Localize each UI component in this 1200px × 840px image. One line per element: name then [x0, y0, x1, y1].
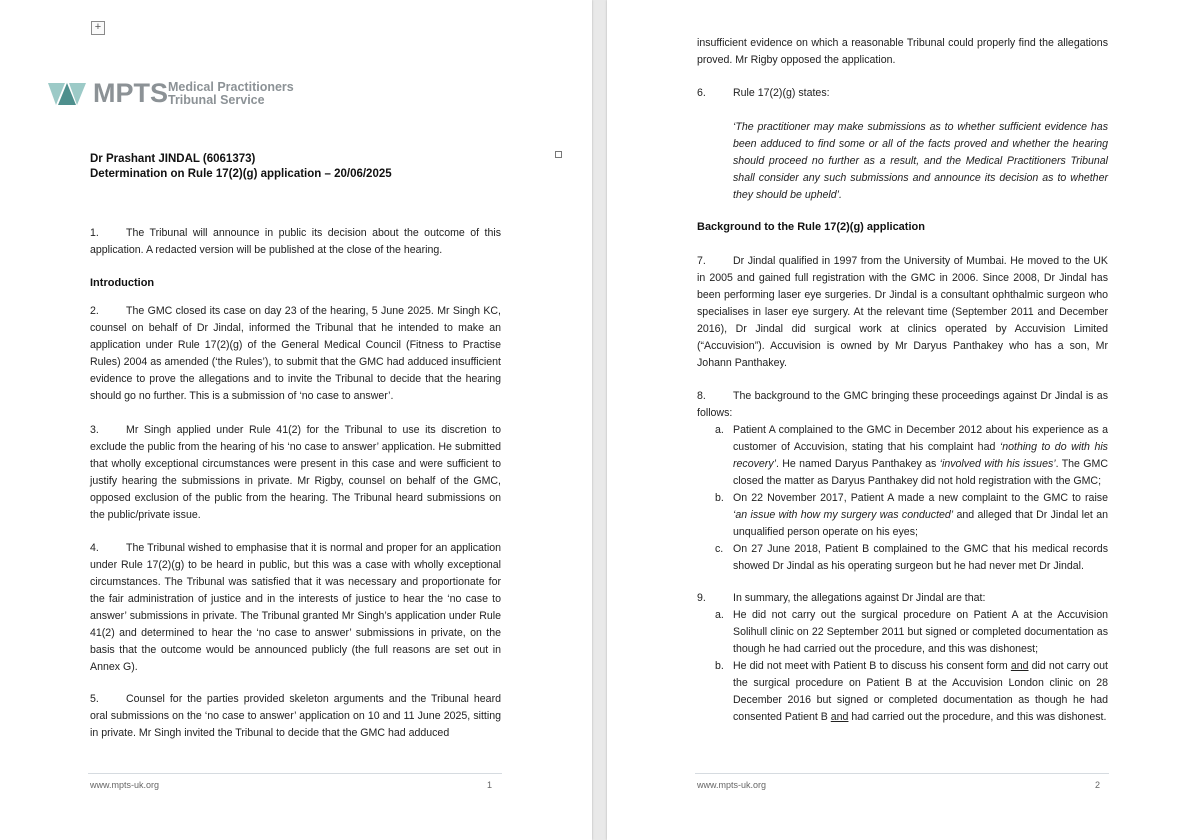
logo-wordmark: MPTS — [93, 78, 169, 108]
para-number: 4. — [90, 542, 99, 554]
para-text: insufficient evidence on which a reasonable Tribunal could properly find the allegations proved. Mr Rigby opposed the application. — [697, 37, 1108, 66]
list-text: . The GMC closed the matter as Daryus Panthakey did not hold registration with the GMC; — [733, 458, 1108, 487]
list-text: He did not carry out the surgical procedure on Patient A at the Accuvision Solihull clinic on 22 September 2011 but signed or completed documentation as though he had carried out the procedure, and this was dishonest; — [733, 609, 1108, 655]
para-text: Rule 17(2)(g) states: — [733, 87, 830, 99]
logo-subtitle — [168, 81, 294, 107]
para-text: The GMC closed its case on day 23 of the hearing, 5 June 2025. Mr Singh KC, counsel on behalf of Dr Jindal, informed the Tribunal that he intended to make an application under Rule 17(2)(g) of the General Medical Council (Fitness to Practise Rules) 2004 as amended (‘the Rules’), to submit that the GMC had adduced insufficient evidence to prove the allegations and to invite the Tribunal to decide that the hearing should go no further. This is a submission of ‘no case to answer’. — [90, 305, 501, 402]
para-number: 2. — [90, 305, 99, 317]
allegations-list — [697, 607, 1108, 726]
document-page-2 — [607, 0, 1200, 840]
anchor-marker-icon — [555, 151, 562, 158]
list-text: . He named Daryus Panthakey as — [775, 458, 940, 470]
para-text: In summary, the allegations against Dr Jindal are that: — [733, 592, 986, 604]
list-text: and alleged that Dr Jindal let an unqualified person operate on his eyes; — [733, 509, 1108, 538]
footer-url[interactable]: www.mpts-uk.org — [90, 780, 160, 790]
logo-subtitle-line2: Tribunal Service — [168, 93, 265, 107]
page2-para6 — [697, 85, 1108, 102]
mpts-logo — [48, 80, 308, 108]
list-letter: b. — [715, 492, 724, 504]
case-name: Dr Prashant JINDAL (6061373) — [90, 153, 256, 165]
heading-introduction: Introduction — [90, 277, 155, 289]
allegation-background-list — [697, 422, 1108, 575]
page1-para1 — [90, 225, 501, 259]
list-text: He did not meet with Patient B to discuss his consent form — [733, 660, 1011, 672]
page2-para9 — [697, 590, 1108, 726]
para-number: 5. — [90, 693, 99, 705]
list-quote: ‘nothing to do with his recovery’ — [733, 441, 1108, 470]
page-number: 2 — [1095, 780, 1101, 790]
list-text: On 22 November 2017, Patient A made a new complaint to the GMC to raise — [733, 492, 1108, 504]
para-number: 8. — [697, 390, 706, 402]
list-text: Patient A complained to the GMC in December 2012 about his experience as a customer of Accuvision, stating that his complaint had — [733, 424, 1108, 453]
footer-url[interactable]: www.mpts-uk.org — [697, 780, 767, 790]
para-number: 3. — [90, 424, 99, 436]
heading-background: Background to the Rule 17(2)(g) application — [697, 221, 925, 233]
list-letter: c. — [715, 543, 724, 555]
list-quote: ‘involved with his issues’ — [939, 458, 1056, 470]
page1-para3 — [90, 422, 501, 524]
document-page-1 — [0, 0, 592, 840]
footer-divider — [88, 773, 502, 774]
quote-text: ‘The practitioner may make submissions as to whether sufficient evidence has been adduced to find some or all of the facts proved and whether the hearing should proceed no further as a result, and the Medical Practitioners Tribunal shall consider any such submissions and announce its decision as to whether they should be upheld’. — [733, 121, 1108, 201]
list-text: had carried out the procedure, and this was dishonest. — [848, 711, 1107, 723]
para-text: The background to the GMC bringing these proceedings against Dr Jindal is as follows: — [697, 390, 1108, 419]
page2-continuation — [697, 35, 1108, 69]
para-number: 7. — [697, 255, 706, 267]
page2-para7 — [697, 253, 1108, 372]
page-number: 1 — [487, 780, 493, 790]
footer-divider — [695, 773, 1109, 774]
para-number: 1. — [90, 227, 99, 239]
case-title — [90, 152, 510, 182]
list-text: On 27 June 2018, Patient B complained to the GMC that his medical records showed Dr Jindal as his operating surgeon but he had never met Dr Jindal. — [733, 543, 1108, 572]
page1-para2 — [90, 303, 501, 405]
list-item — [697, 490, 1108, 541]
determination-title: Determination on Rule 17(2)(g) application – 20/06/2025 — [90, 168, 392, 180]
para-text: Counsel for the parties provided skeleton arguments and the Tribunal heard oral submissions on the ‘no case to answer’ application on 10 and 11 June 2025, sitting in private. Mr Singh invited the Tribunal to decide that the GMC had adduced — [90, 693, 501, 739]
para-text: Dr Jindal qualified in 1997 from the University of Mumbai. He moved to the UK in 2005 and gained full registration with the GMC in 2006. Since 2008, Dr Jindal has been performing laser eye surgeries. Dr Jindal is a consultant ophthalmic surgeon who specialises in laser eye surgery. At the relevant time (September 2011 and December 2016), Dr Jindal did surgical work at clinics operated by Accuvision Limited (“Accuvision”). Accuvision is owned by Mr Daryus Panthakey who has a son, Mr Johann Panthakey. — [697, 255, 1108, 369]
mpts-logo-mark-icon — [48, 82, 88, 106]
table-move-handle-icon[interactable]: + — [91, 21, 105, 35]
list-letter: a. — [715, 424, 724, 436]
underlined-word: and — [1010, 660, 1029, 672]
list-item — [697, 607, 1108, 658]
rule-quote — [733, 119, 1108, 204]
list-item — [697, 422, 1108, 490]
para-text: Mr Singh applied under Rule 41(2) for the Tribunal to use its discretion to exclude the public from the hearing of his ‘no case to answer’ application. He submitted that wholly exceptional circumstances were present in this case and were sufficient to justify hearing the submissions in private. Mr Rigby, counsel on behalf of the GMC, opposed exclusion of the public from the hearing. The Tribunal heard submissions on the public/private issue. — [90, 424, 501, 521]
list-item — [697, 658, 1108, 726]
page2-para8 — [697, 388, 1108, 575]
para-text: The Tribunal wished to emphasise that it is normal and proper for an application under Rule 17(2)(g) to be heard in public, but this was a case with wholly exceptional circumstances. The Tribunal was satisfied that it was necessary and proportionate for the fair administration of justice and in the interests of justice to hear the ‘no case to answer’ submissions in private. The Tribunal granted Mr Singh’s application under Rule 41(2) and determined to hear the ‘no case to answer’ submissions in private, on the basis that the outcome would be announced publicly (the full reasons are set out in Annex G). — [90, 542, 501, 673]
para-text: The Tribunal will announce in public its decision about the outcome of this application. A redacted version will be published at the close of the hearing. — [90, 227, 501, 256]
para-number: 6. — [697, 87, 706, 99]
list-letter: a. — [715, 609, 724, 621]
logo-subtitle-line1: Medical Practitioners — [168, 80, 294, 94]
page1-para4 — [90, 540, 501, 676]
list-item — [697, 541, 1108, 575]
list-quote: ‘an issue with how my surgery was conducted’ — [733, 509, 954, 521]
list-text: did not carry out the surgical procedure on Patient B at the Accuvision London clinic on 28 December 2016 but signed or completed documentation as though he had consented Patient B — [733, 660, 1108, 723]
list-letter: b. — [715, 660, 724, 672]
para-number: 9. — [697, 592, 706, 604]
underlined-word: and — [830, 711, 849, 723]
page1-para5 — [90, 691, 501, 742]
